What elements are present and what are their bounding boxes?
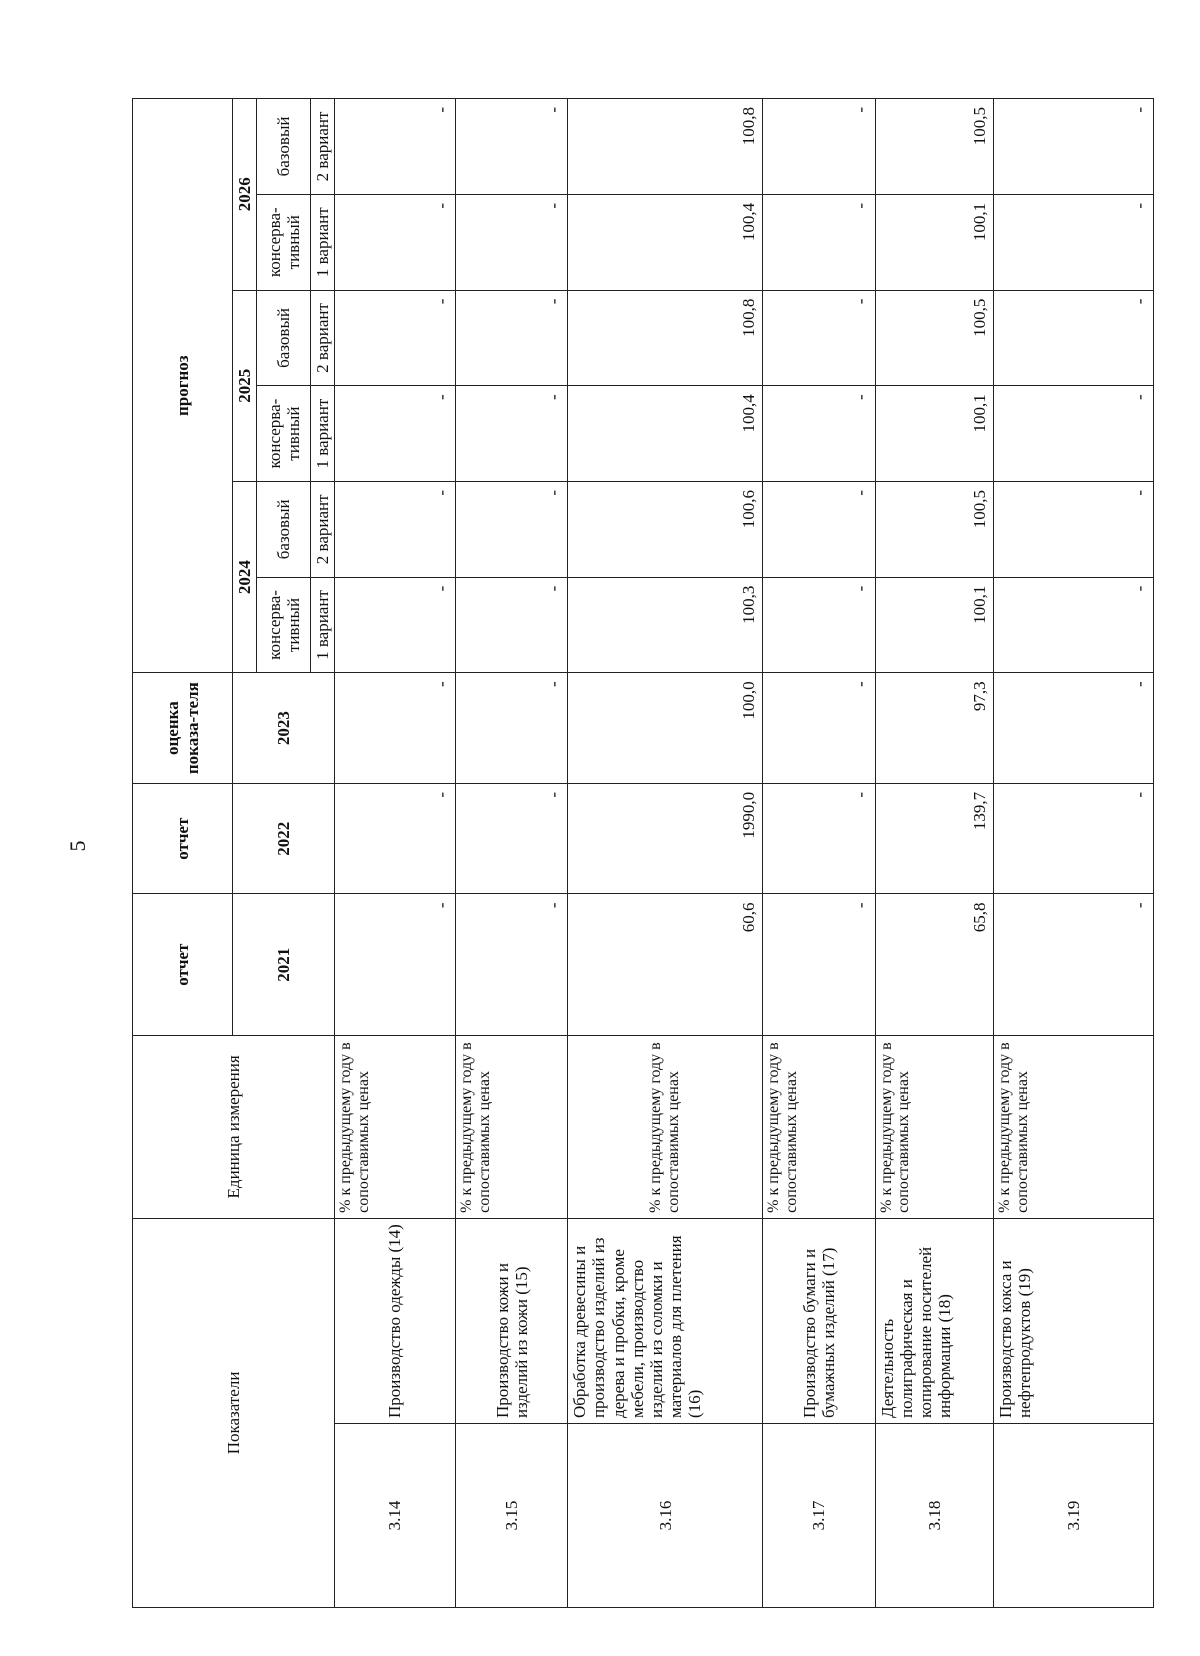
value-2024-conservative: 100,3 (568, 577, 762, 673)
value-2026-base: - (994, 99, 1154, 195)
value-2026-base: - (335, 99, 456, 195)
header-year-2026: 2026 (233, 99, 257, 291)
value-2022: 1990,0 (568, 783, 762, 894)
table-row (335, 99, 456, 1608)
value-2021: - (335, 894, 456, 1035)
value-2025-conservative: - (994, 386, 1154, 482)
header-variant1-2024: 1 вариант (311, 577, 335, 673)
value-2021: - (762, 894, 875, 1035)
row-code: 3.18 (875, 1424, 994, 1608)
value-2024-conservative: 100,1 (875, 577, 994, 673)
row-unit: % к предыдущему году в сопоставимых ценах (568, 1035, 762, 1218)
value-2023: - (994, 673, 1154, 784)
value-2022: - (455, 783, 568, 894)
value-2026-base: - (762, 99, 875, 195)
value-2022: - (335, 783, 456, 894)
value-2024-base: - (994, 481, 1154, 577)
value-2026-conservative: - (335, 194, 456, 290)
row-name: Производство бумаги и бумажных изделий (17) (762, 1218, 875, 1423)
value-2025-conservative: 100,4 (568, 386, 762, 482)
value-2026-base: 100,5 (875, 99, 994, 195)
value-2023: 97,3 (875, 673, 994, 784)
table-row (762, 99, 875, 1608)
header-unit: Единица измерения (133, 1035, 335, 1218)
value-2024-base: - (762, 481, 875, 577)
value-2024-base: 100,5 (875, 481, 994, 577)
value-2026-conservative: - (762, 194, 875, 290)
value-2023: 100,0 (568, 673, 762, 784)
header-year-2022: 2022 (233, 783, 335, 894)
value-2022: 139,7 (875, 783, 994, 894)
value-2021: - (994, 894, 1154, 1035)
header-conservative-2026: консерва-тивный (257, 194, 311, 290)
header-year-2025: 2025 (233, 290, 257, 481)
value-2025-base: 100,5 (875, 290, 994, 386)
row-code: 3.14 (335, 1424, 456, 1608)
header-variant2-2025: 2 вариант (311, 290, 335, 386)
header-variant1-2025: 1 вариант (311, 386, 335, 482)
value-2024-conservative: - (994, 577, 1154, 673)
value-2025-base: - (994, 290, 1154, 386)
page-number: 5 (65, 840, 90, 852)
header-conservative-2025: консерва-тивный (257, 386, 311, 482)
header-report-2021: отчет (133, 894, 233, 1035)
value-2026-base: 100,8 (568, 99, 762, 195)
value-2022: - (994, 783, 1154, 894)
row-name: Деятельность полиграфическая и копирование носителей информации (18) (875, 1218, 994, 1423)
value-2022: - (762, 783, 875, 894)
value-2023: - (455, 673, 568, 784)
header-conservative-2024: консерва-тивный (257, 577, 311, 673)
header-year-2023: 2023 (233, 673, 335, 784)
header-year-2024: 2024 (233, 481, 257, 672)
row-code: 3.16 (568, 1424, 762, 1608)
forecast-table (132, 98, 1154, 1608)
value-2025-base: - (335, 290, 456, 386)
table-row (455, 99, 568, 1608)
header-estimate: оценка показа-теля (133, 673, 233, 784)
header-year-2021: 2021 (233, 894, 335, 1035)
header-report-2022: отчет (133, 783, 233, 894)
value-2025-conservative: - (335, 386, 456, 482)
header-variant2-2026: 2 вариант (311, 99, 335, 195)
table-row (994, 99, 1154, 1608)
value-2023: - (762, 673, 875, 784)
row-unit: % к предыдущему году в сопоставимых ценах (335, 1035, 456, 1218)
value-2026-base: - (455, 99, 568, 195)
value-2025-conservative: - (455, 386, 568, 482)
value-2025-base: - (762, 290, 875, 386)
value-2024-base: - (455, 481, 568, 577)
value-2024-base: 100,6 (568, 481, 762, 577)
value-2023: - (335, 673, 456, 784)
header-variant1-2026: 1 вариант (311, 194, 335, 290)
row-code: 3.17 (762, 1424, 875, 1608)
value-2026-conservative: 100,4 (568, 194, 762, 290)
value-2021: 65,8 (875, 894, 994, 1035)
row-name: Обработка древесины и производство изделий из дерева и пробки, кроме мебели, производство изделий из соломки и материалов для плетения (16) (568, 1218, 762, 1423)
row-code: 3.19 (994, 1424, 1154, 1608)
value-2025-base: - (455, 290, 568, 386)
row-name: Производство кокса и нефтепродуктов (19) (994, 1218, 1154, 1423)
header-variant2-2024: 2 вариант (311, 481, 335, 577)
value-2024-conservative: - (455, 577, 568, 673)
value-2026-conservative: - (455, 194, 568, 290)
value-2025-conservative: 100,1 (875, 386, 994, 482)
row-unit: % к предыдущему году в сопоставимых ценах (875, 1035, 994, 1218)
table-row (568, 99, 762, 1608)
header-base-2024: базовый (257, 481, 311, 577)
row-unit: % к предыдущему году в сопоставимых ценах (762, 1035, 875, 1218)
value-2026-conservative: - (994, 194, 1154, 290)
header-indicators: Показатели (133, 1218, 335, 1607)
value-2026-conservative: 100,1 (875, 194, 994, 290)
row-unit: % к предыдущему году в сопоставимых ценах (455, 1035, 568, 1218)
header-forecast: прогноз (133, 99, 233, 673)
value-2025-conservative: - (762, 386, 875, 482)
row-code: 3.15 (455, 1424, 568, 1608)
table-row (875, 99, 994, 1608)
header-base-2026: базовый (257, 99, 311, 195)
rotated-table-container (132, 98, 1154, 1608)
header-base-2025: базовый (257, 290, 311, 386)
row-name: Производство одежды (14) (335, 1218, 456, 1423)
value-2021: - (455, 894, 568, 1035)
row-unit: % к предыдущему году в сопоставимых ценах (994, 1035, 1154, 1218)
row-name: Производство кожи и изделий из кожи (15) (455, 1218, 568, 1423)
value-2024-conservative: - (335, 577, 456, 673)
value-2024-conservative: - (762, 577, 875, 673)
value-2021: 60,6 (568, 894, 762, 1035)
value-2025-base: 100,8 (568, 290, 762, 386)
value-2024-base: - (335, 481, 456, 577)
